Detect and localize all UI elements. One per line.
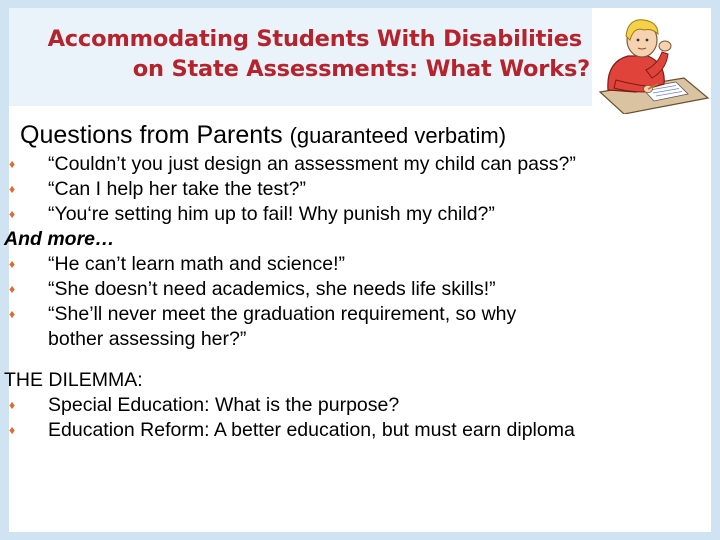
dilemma-label: THE DILEMMA: — [4, 369, 143, 391]
heading-note: (guaranteed verbatim) — [289, 123, 507, 148]
diamond-bullet-icon: ♦ — [8, 423, 16, 437]
question-text: “Can I help her take the test?” — [48, 178, 306, 200]
diamond-bullet-icon: ♦ — [8, 257, 16, 271]
spacer — [4, 352, 716, 368]
more-label: And more… — [4, 228, 115, 250]
heading-main: Questions from Parents — [20, 121, 283, 149]
diamond-bullet-icon: ♦ — [8, 182, 16, 196]
diamond-bullet-icon: ♦ — [8, 157, 16, 171]
question-text: “You‘re setting him up to fail! Why punish my child?” — [48, 203, 495, 225]
list-item — [4, 252, 716, 277]
slide-heading — [20, 120, 506, 151]
list-item — [4, 202, 716, 227]
question-text: “She’ll never meet the graduation requirement, so why — [48, 303, 517, 325]
question-text: “She doesn’t need academics, she needs life skills!” — [48, 278, 496, 300]
student-at-desk-illustration — [596, 14, 711, 114]
dilemma-text: Education Reform: A better education, but must earn diploma — [48, 419, 575, 441]
diamond-bullet-icon: ♦ — [8, 398, 16, 412]
diamond-bullet-icon: ♦ — [8, 207, 16, 221]
list-item — [4, 393, 716, 418]
list-item — [4, 152, 716, 177]
dilemma-text: Special Education: What is the purpose? — [48, 394, 400, 416]
question-text-continued: bother assessing her?” — [48, 328, 247, 350]
header-title — [30, 24, 590, 84]
diamond-bullet-icon: ♦ — [8, 282, 16, 296]
list-item — [4, 277, 716, 302]
frame-bottom — [0, 532, 720, 540]
slide-content — [4, 152, 716, 443]
header-title-line-2: on State Assessments: What Works? — [132, 56, 590, 82]
list-item — [4, 302, 716, 327]
header-title-line-1: Accommodating Students With Disabilities — [47, 26, 582, 52]
list-item — [4, 418, 716, 443]
list-item-continuation — [4, 327, 716, 352]
diamond-bullet-icon: ♦ — [8, 307, 16, 321]
frame-top — [0, 0, 720, 8]
list-item — [4, 177, 716, 202]
question-text: “He can’t learn math and science!” — [48, 253, 345, 275]
question-text: “Couldn’t you just design an assessment my child can pass?” — [48, 153, 576, 175]
